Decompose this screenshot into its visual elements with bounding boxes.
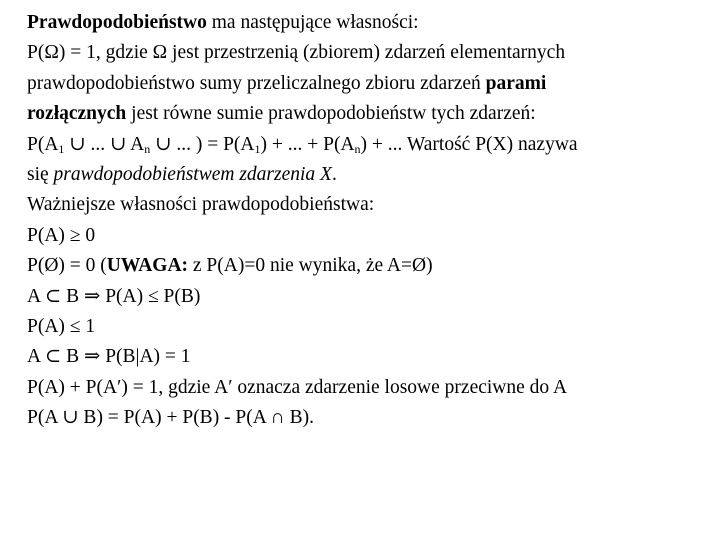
text-line-8: P(A) ≥ 0: [27, 224, 96, 246]
text-line-14: P(A ∪ B) = P(A) + P(B) - P(A ∩ B).: [27, 407, 314, 429]
subscript: 1: [58, 141, 65, 156]
term-uwaga: UWAGA:: [106, 255, 189, 277]
text-line-5: [27, 130, 707, 160]
text-line-10: A ⊂ B ⇒ P(A) ≤ P(B): [27, 285, 201, 307]
formula-part: ∪ ... ) = P(A: [150, 133, 255, 155]
text-line-13: P(A) + P(A′) = 1, gdzie A′ oznacza zdarzenie losowe przeciwne do A: [27, 376, 568, 398]
text-line-9: [27, 251, 707, 281]
subscript: 1: [254, 141, 261, 156]
formula-part: P(A: [27, 133, 59, 155]
term-parami: parami: [485, 72, 547, 94]
text-line-1: [27, 8, 707, 38]
formula-part: ) + ... + P(A: [260, 133, 355, 155]
line-text: z P(A)=0 nie wynika, że A=Ø): [188, 255, 433, 277]
term-rozlacznych: rozłącznych: [27, 103, 127, 125]
text-line-11: P(A) ≤ 1: [27, 315, 96, 337]
line-text: jest równe sumie prawdopodobieństw tych zdarzeń:: [126, 103, 536, 125]
text-line-7: Ważniejsze własności prawdopodobieństwa:: [27, 194, 375, 216]
line-text: ma następujące własności:: [206, 12, 419, 33]
text-line-3: [27, 69, 707, 99]
line-text: się: [27, 163, 54, 185]
line-text: P(Ø) = 0 (: [27, 255, 107, 277]
text-line-6: [27, 160, 707, 190]
subscript: n: [354, 141, 361, 156]
formula-part: ) + ... Wartość P(X) nazywa: [360, 133, 578, 155]
subscript: n: [144, 141, 151, 156]
line-text: prawdopodobieństwo sumy przeliczalnego zbioru zdarzeń: [27, 72, 486, 94]
formula-part: ∪ ... ∪ A: [64, 133, 145, 155]
text-line-4: [27, 99, 707, 129]
term-event-probability: prawdopodobieństwem zdarzenia X: [53, 163, 332, 185]
line-text: .: [331, 163, 337, 185]
text-line-12: A ⊂ B ⇒ P(B|A) = 1: [27, 346, 191, 368]
term-probability: Prawdopodobieństwo: [27, 12, 207, 33]
text-line-2: P(Ω) = 1, gdzie Ω jest przestrzenią (zbiorem) zdarzeń elementarnych: [27, 42, 566, 64]
probability-properties-text: [27, 8, 707, 433]
